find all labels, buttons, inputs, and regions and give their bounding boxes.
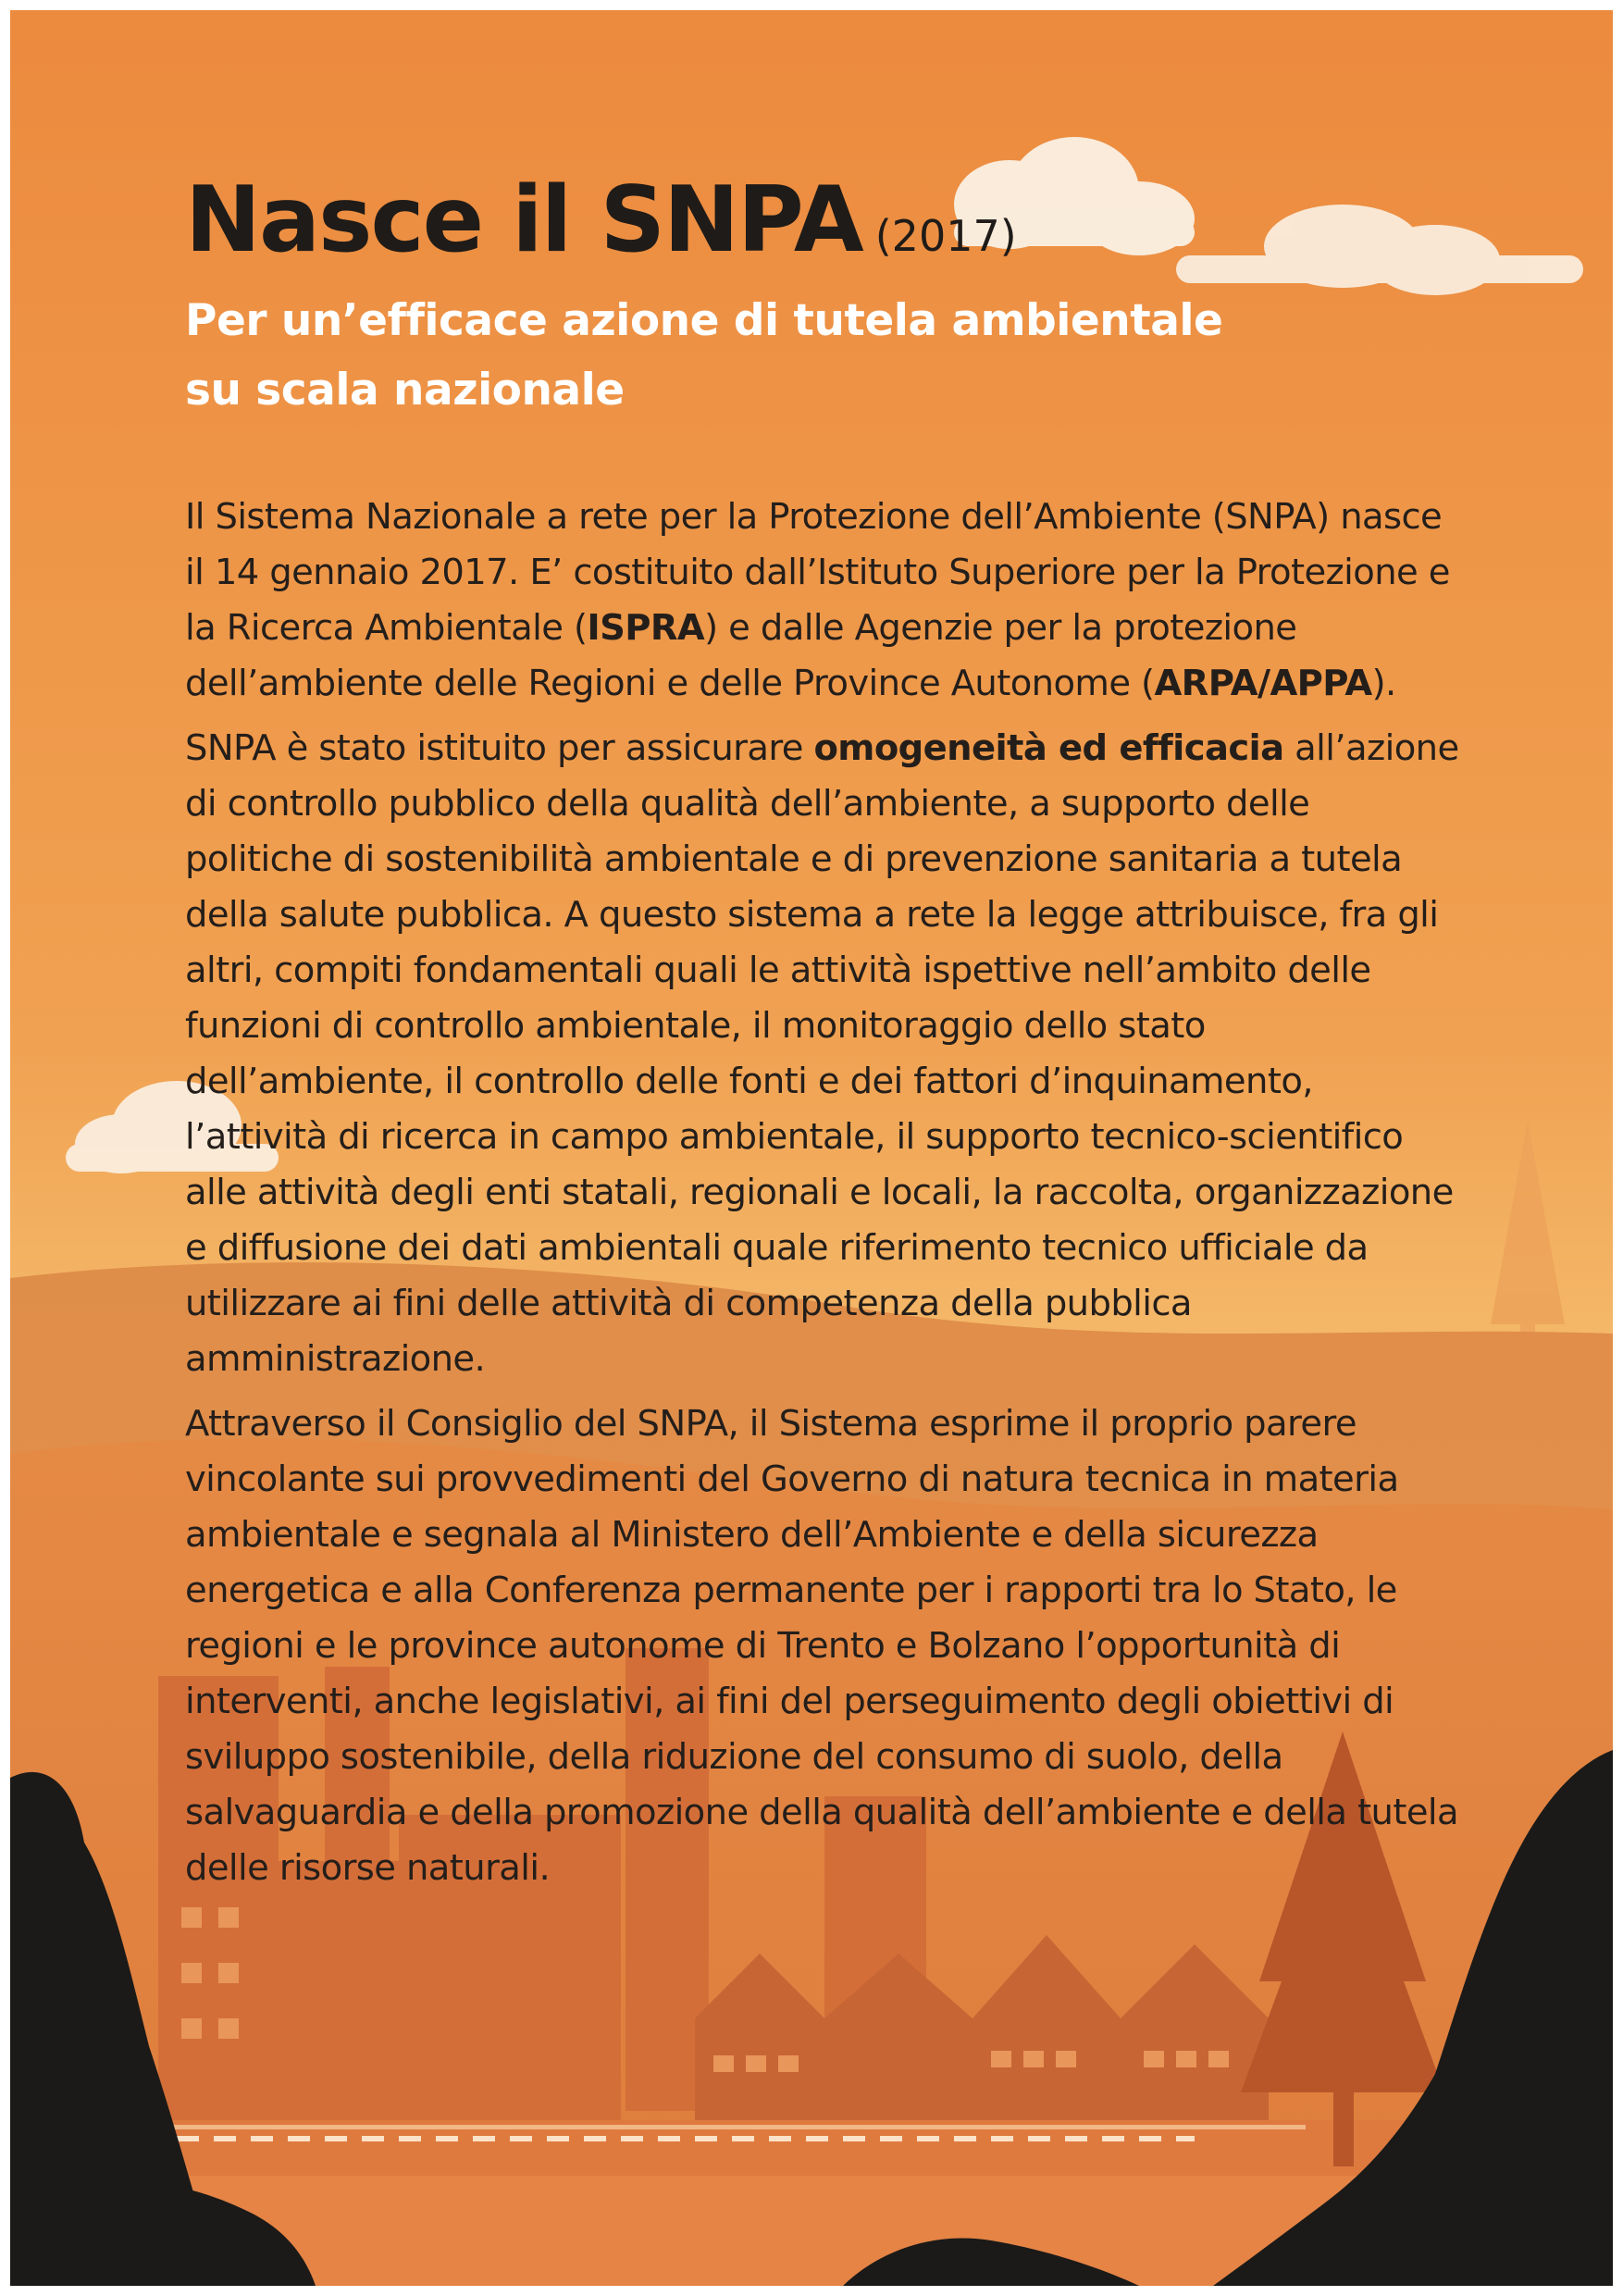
title-year: (2017) [874, 211, 1017, 261]
paragraph-1-bold-arpa: ARPA/APPA [1154, 663, 1372, 704]
subtitle-line-2: su scala nazionale [185, 365, 625, 416]
paragraph-2-text-c: all’azione di controllo pubblico della qualità dell’ambiente, a supporto delle politiche di sostenibilità ambientale e di prevenzione sanitaria a tutela della salute pubblica. A questo sistema a rete la legge attribuisce, fra gli altri, compiti fondamentali quali le attività ispettive nell’ambito delle funzioni di controllo ambientale, il monitoraggio dello stato dell’ambiente, il controllo delle fonti e dei fattori d’inquinamento, l’attività di ricerca in campo ambientale, il supporto tecnico-scientifico alle attività degli enti statali, regionali e locali, la raccolta, organizzazione e diffusione dei dati ambientali quale riferimento tecnico ufficiale da utilizzare ai fini delle attività di competenza della pubblica amministrazione. [185, 727, 1459, 1380]
title-line [185, 168, 1017, 273]
poster-page [10, 10, 1613, 2286]
page-subtitle [185, 286, 1388, 425]
paragraph-1-text-e: ). [1371, 663, 1396, 704]
paragraph-2 [185, 721, 1462, 1387]
body-text [185, 490, 1462, 1905]
paragraph-1-text-c: ) e dalle Agenzie per la protezione dell’ambiente delle Regioni e delle Province Autonome ( [185, 607, 1297, 704]
paragraph-1-bold-ispra: ISPRA [587, 607, 705, 649]
paragraph-2-text-a: SNPA è stato istituito per assicurare [185, 727, 814, 769]
paragraph-3: Attraverso il Consiglio del SNPA, il Sistema esprime il proprio parere vincolante sui provvedimenti del Governo di natura tecnica in materia ambientale e segnala al Ministero dell’Ambiente e della sicurezza energetica e alla Conferenza permanente per i rapporti tra lo Stato, le regioni e le province autonome di Trento e Bolzano l’opportunità di interventi, anche legislativi, ai fini del perseguimento degli obiettivi di sviluppo sostenibile, della riduzione del consumo di suolo, della salvaguardia e della promozione della qualità dell’ambiente e della tutela delle risorse naturali. [185, 1403, 1459, 1889]
paragraph-1 [185, 490, 1462, 712]
subtitle-line-1: Per un’efficace azione di tutela ambientale [185, 295, 1223, 346]
paragraph-2-bold: omogeneità ed efficacia [813, 727, 1284, 769]
paragraph-1-text-a: Il Sistema Nazionale a rete per la Protezione dell’Ambiente (SNPA) nasce il 14 gennaio 2017. E’ costituito dall’Istituto Superiore per la Protezione e la Ricerca Ambientale ( [185, 496, 1450, 649]
page-title: Nasce il SNPA [185, 168, 862, 273]
